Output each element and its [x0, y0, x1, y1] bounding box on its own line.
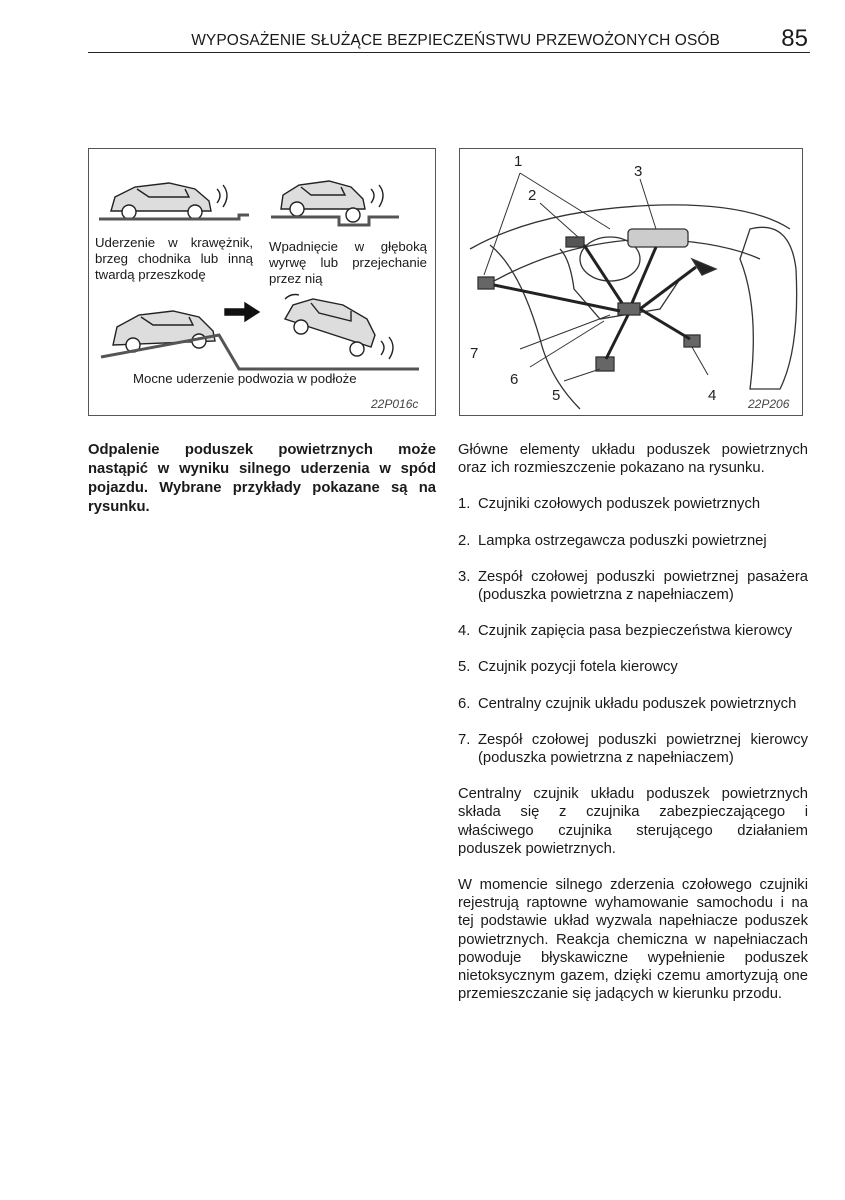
impact-examples-figure [88, 148, 436, 416]
list-item: 6. Centralny czujnik układu poduszek powietrznych [458, 695, 797, 712]
warning-lamp [566, 237, 584, 247]
central-sensor [618, 303, 640, 315]
caption-bottom-impact: Mocne uderzenie podwozia w podłoże [133, 371, 357, 386]
deployment-paragraph: W momencie silnego zderzenia czołowego czujniki rejestrują raptowne wyhamowanie samochodu i na tej podstawie układ wyzwala napełniacze poduszek powietrznych. Reakcja chemiczna w napełniaczach powoduje błyskawiczne wypełnienie poduszek nietoksycznym gazem, dzięki czemu amortyzują one przemieszczanie się jadących w kierunku przodu. [458, 877, 808, 1003]
list-item: 7. Zespół czołowej poduszki powietrznej kierowcy (poduszka powietrzna z napełniaczem) [458, 731, 808, 767]
callout-4: 4 [708, 387, 717, 404]
airbag-components-figure [459, 148, 803, 416]
impact-warning-text: Odpalenie poduszek powietrznych może nastąpić w wyniku silnego uderzenia w spód pojazdu. Wybrane przykłady pokazane są na rysunku. [88, 442, 436, 515]
list-item: 1. Czujniki czołowych poduszek powietrznych [458, 496, 761, 513]
intro-paragraph: Główne elementy układu poduszek powietrznych oraz ich rozmieszczenie pokazano na rysunku. [458, 442, 808, 477]
passenger-airbag [628, 229, 688, 247]
list-item: 4. Czujnik zapięcia pasa bezpieczeństwa kierowcy [458, 623, 793, 640]
seat [740, 227, 797, 389]
components-description [458, 441, 808, 1021]
seat-position-sensor [596, 357, 614, 371]
figure-code: 22P016c [371, 397, 419, 411]
car-curb-icon [111, 183, 227, 219]
callout-1: 1 [514, 153, 523, 170]
front-sensor-left [478, 277, 494, 289]
callout-2: 2 [528, 187, 537, 204]
header-title: WYPOSAŻENIE SŁUŻĄCE BEZPIECZEŃSTWU PRZEWOŻONYCH OSÓB [191, 32, 720, 49]
page-number: 85 [781, 25, 808, 52]
list-item: 5. Czujnik pozycji fotela kierowcy [458, 659, 678, 676]
caption-pothole: Wpadnięcie w głęboką wyrwę lub przejechanie przez nią [269, 239, 427, 286]
list-item: 2. Lampka ostrzegawcza poduszki powietrznej [458, 532, 767, 549]
central-sensor-paragraph: Centralny czujnik układu poduszek powietrznych składa się z czujnika zabezpieczającego i właściwego czujnika sterującego działaniem poduszek powietrznych. [458, 786, 808, 857]
components-list [458, 495, 808, 767]
list-item: 3. Zespół czołowej poduszki powietrznej pasażera (poduszka powietrzna z napełniaczem) [458, 568, 808, 604]
caption-curb: Uderzenie w krawężnik, brzeg chodnika lub inną twardą przeszkodę [95, 235, 253, 282]
callout-6: 6 [510, 371, 519, 388]
callout-7: 7 [470, 345, 479, 362]
callout-5: 5 [552, 387, 561, 404]
car-bottom-impact-icon [285, 295, 393, 360]
page-header [88, 26, 810, 53]
callout-3: 3 [634, 163, 643, 180]
figure-code: 22P206 [748, 397, 790, 411]
